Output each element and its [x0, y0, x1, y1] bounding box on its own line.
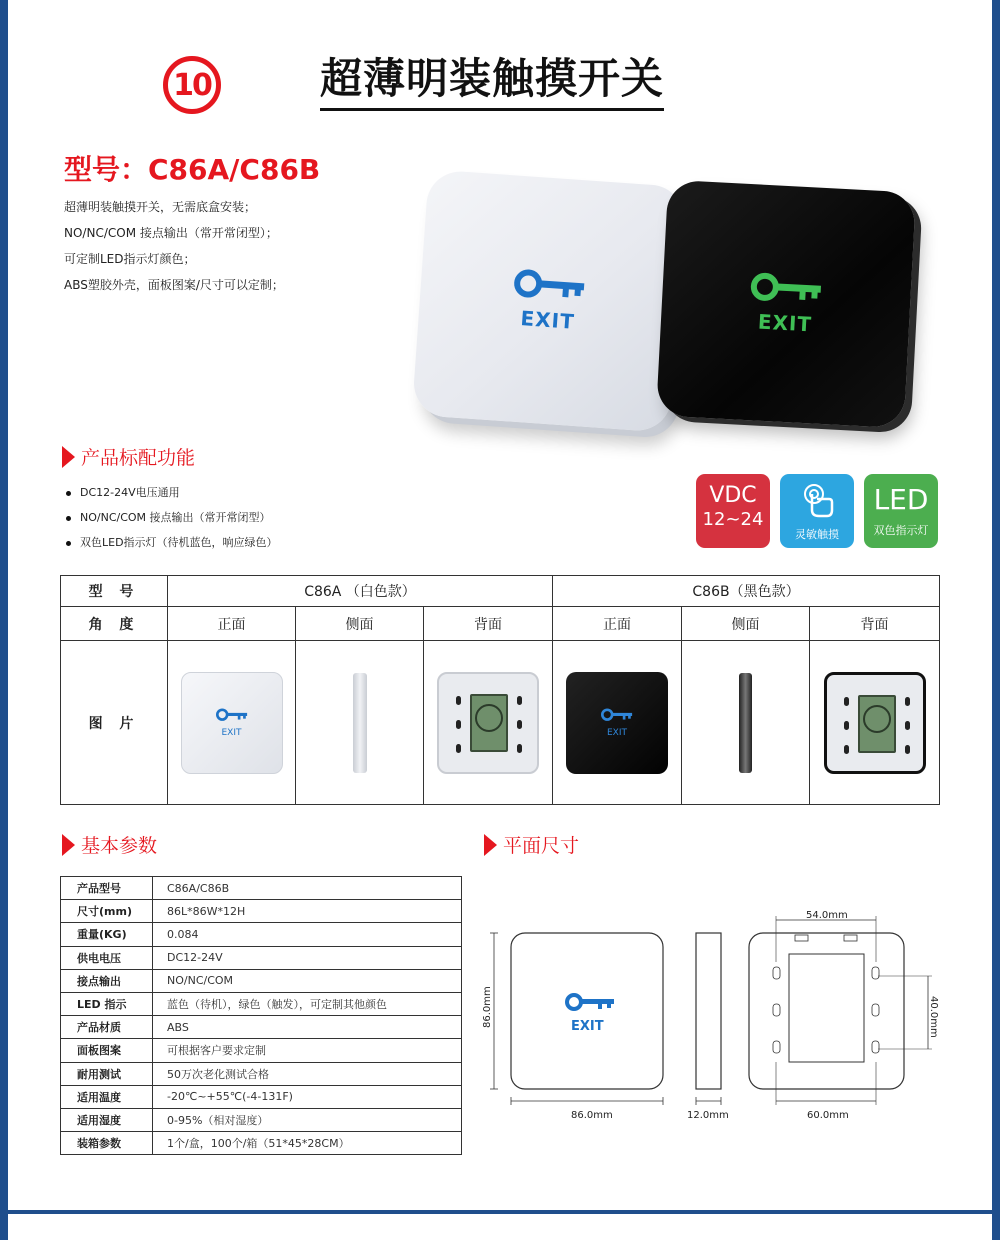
param-value: -20℃~+55℃(-4-131F): [153, 1085, 462, 1108]
back-bottom-label: 60.0mm: [807, 1110, 849, 1121]
angle-cell: 背面: [810, 607, 940, 641]
description-line: NO/NC/COM 接点输出（常开常闭型）；: [64, 226, 278, 240]
angle-cell: 背面: [424, 607, 553, 641]
param-value: NO/NC/COM: [153, 969, 462, 992]
param-key: 耐用测试: [61, 1062, 153, 1085]
description-line: ABS塑胶外壳，面板图案/尺寸可以定制；: [64, 278, 284, 292]
black-back-thumbnail: [824, 672, 926, 774]
feature-item: 双色LED指示灯（待机蓝色，响应绿色）: [66, 530, 278, 555]
feature-list: [66, 480, 278, 555]
key-icon: [600, 708, 634, 724]
param-key: 产品材质: [61, 1016, 153, 1039]
touch-badge: 灵敏触摸: [780, 474, 854, 548]
image-cell-white-front: [168, 641, 296, 805]
params-row: [61, 1062, 462, 1085]
param-value: C86A/C86B: [153, 877, 462, 900]
back-top-label: 54.0mm: [806, 910, 848, 921]
spec-table: [60, 575, 940, 805]
param-key: 重量(KG): [61, 923, 153, 946]
model-title: 型号：C86A/C86B: [64, 153, 321, 186]
params-row: [61, 1016, 462, 1039]
param-value: ABS: [153, 1016, 462, 1039]
description-line: 超薄明装触摸开关，无需底盒安装；: [64, 200, 257, 214]
bullet-icon: [66, 541, 71, 546]
image-cell-white-back: [424, 641, 553, 805]
key-icon: [215, 708, 249, 724]
exit-label: EXIT: [519, 306, 576, 334]
param-key: 供电电压: [61, 946, 153, 969]
row-label-angle: 角 度: [61, 607, 168, 641]
side-depth-label: 12.0mm: [687, 1110, 729, 1121]
features-heading: [62, 443, 195, 470]
params-table: [60, 876, 462, 1155]
dimensions-heading-text: 平面尺寸: [503, 835, 580, 857]
description-list: [64, 194, 284, 298]
param-value: 可根据客户要求定制: [153, 1039, 462, 1062]
exit-label: EXIT: [571, 1019, 604, 1034]
vdc-badge: VDC 12~24: [696, 474, 770, 548]
row-label-image: 图 片: [61, 641, 168, 805]
param-key: LED 指示: [61, 992, 153, 1015]
param-key: 面板图案: [61, 1039, 153, 1062]
param-key: 产品型号: [61, 877, 153, 900]
description-line: 可定制LED指示灯颜色；: [64, 252, 196, 266]
param-key: 适用温度: [61, 1085, 153, 1108]
front-height-label: 86.0mm: [482, 986, 493, 1028]
image-cell-black-side: [682, 641, 810, 805]
white-side-thumbnail: [353, 673, 367, 773]
key-icon: [749, 271, 825, 311]
param-key: 适用湿度: [61, 1108, 153, 1131]
white-front-thumbnail: EXIT: [181, 672, 283, 774]
angle-cell: 侧面: [296, 607, 424, 641]
circuit-board-icon: [858, 695, 896, 753]
params-row: [61, 877, 462, 900]
angle-cell: 正面: [553, 607, 682, 641]
black-side-thumbnail: [739, 673, 752, 773]
product-image-white: [412, 169, 687, 432]
param-value: 蓝色（待机），绿色（触发），可定制其他颜色: [153, 992, 462, 1015]
section-number-badge: 10: [163, 56, 221, 114]
angle-cell: 正面: [168, 607, 296, 641]
image-cell-black-back: [810, 641, 940, 805]
params-row: [61, 969, 462, 992]
frame-bottom-border: [0, 1210, 1000, 1240]
params-heading-text: 基本参数: [81, 835, 158, 857]
params-row: [61, 1039, 462, 1062]
dimension-drawing: [478, 900, 948, 1130]
triangle-bullet-icon: [62, 446, 75, 468]
param-value: 50万次老化测试合格: [153, 1062, 462, 1085]
angle-cell: 侧面: [682, 607, 810, 641]
params-row: [61, 1085, 462, 1108]
feature-item: DC12-24V电压通用: [66, 480, 278, 505]
image-cell-white-side: [296, 641, 424, 805]
page-title: 超薄明装触摸开关: [320, 46, 664, 111]
bullet-icon: [66, 516, 71, 521]
dimensions-heading: [484, 831, 579, 858]
params-row: [61, 1132, 462, 1155]
feature-item: NO/NC/COM 接点输出（常开常闭型）: [66, 505, 278, 530]
triangle-bullet-icon: [484, 834, 497, 856]
param-key: 装箱参数: [61, 1132, 153, 1155]
model-white-cell: C86A （白色款）: [168, 576, 553, 607]
model-black-cell: C86B（黑色款）: [553, 576, 940, 607]
params-heading: [62, 831, 157, 858]
front-view-outline: [511, 933, 663, 1089]
white-back-thumbnail: [437, 672, 539, 774]
product-image-black: [656, 180, 916, 429]
param-key: 接点输出: [61, 969, 153, 992]
touch-hand-icon: [797, 482, 837, 520]
frame-right-border: [992, 0, 1000, 1240]
param-value: 86L*86W*12H: [153, 900, 462, 923]
params-row: [61, 946, 462, 969]
params-row: [61, 923, 462, 946]
param-value: DC12-24V: [153, 946, 462, 969]
front-width-label: 86.0mm: [571, 1110, 613, 1121]
exit-label: EXIT: [757, 309, 813, 337]
side-view-outline: [696, 933, 721, 1089]
param-key: 尺寸(mm): [61, 900, 153, 923]
back-right-label: 40.0mm: [928, 996, 939, 1038]
bullet-icon: [66, 491, 71, 496]
led-badge: LED 双色指示灯: [864, 474, 938, 548]
params-row: [61, 992, 462, 1015]
row-label-model: 型 号: [61, 576, 168, 607]
triangle-bullet-icon: [62, 834, 75, 856]
params-row: [61, 1108, 462, 1131]
key-icon: [512, 267, 588, 308]
param-value: 0-95%（相对湿度）: [153, 1108, 462, 1131]
params-row: [61, 900, 462, 923]
black-front-thumbnail: EXIT: [566, 672, 668, 774]
features-heading-text: 产品标配功能: [81, 447, 196, 469]
frame-left-border: [0, 0, 8, 1240]
image-cell-black-front: [553, 641, 682, 805]
circuit-board-icon: [470, 694, 508, 752]
param-value: 1个/盒，100个/箱（51*45*28CM）: [153, 1132, 462, 1155]
param-value: 0.084: [153, 923, 462, 946]
